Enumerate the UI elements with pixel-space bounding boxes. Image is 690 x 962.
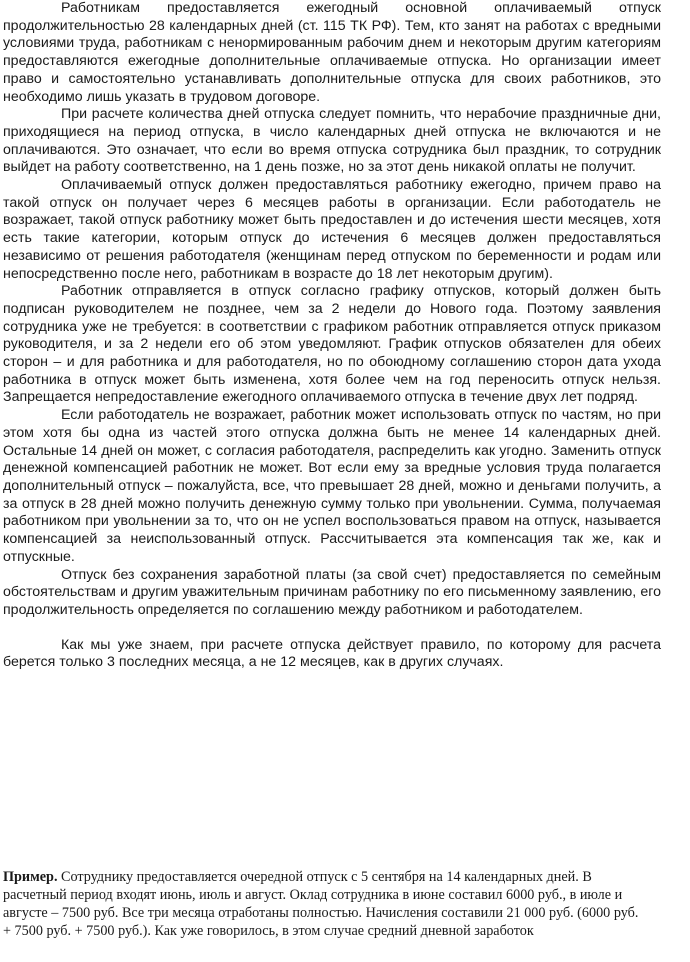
paragraph-leave-parts: Если работодатель не возражает, работник может использовать отпуск по частям, но при этом хотя бы одна из частей этого отпуска должна быть не менее 14 календарных дней. Остальные 14 дней он может, с согласия работодателя, распределить как угодно. Заменить отпуск денежной компенсацией работник не может. Вот если ему за вредные условия труда полагается дополнительный отпуск – пожалуйста, все, что превышает 28 дней, можно и деньгами получить, а за отпуск в 28 дней можно получить денежную сумму только при увольнении. Сумма, получаемая работником при увольнении за то, что он не успел воспользоваться правом на отпуск, называется компенсацией за неиспользованный отпуск. Рассчитывается эта компенсация так же, как и отпускные. [3, 407, 661, 565]
paragraph-paid-leave: Оплачиваемый отпуск должен предоставляться работнику ежегодно, причем право на такой отпуск он получает через 6 месяцев работы в организации. Если работодатель не возражает, такой отпуск работнику может быть предоставлен и до истечения шести месяцев, хотя есть такие категории, которым отпуск до истечения 6 месяцев должен предоставляться независимо от решения работодателя (женщинам перед отпуском по беременности и родам или непосредственно после него, работникам в возрасте до 18 лет некоторым другим). [3, 177, 661, 282]
paragraph-holidays: При расчете количества дней отпуска следует помнить, что нерабочие праздничные дни, приходящиеся на период отпуска, в число календарных дней отпуска не включаются и не оплачиваются. Это означает, что если во время отпуска сотрудника был праздник, то сотрудник выйдет на работу соответственно, на 1 день позже, но за этот день никакой оплаты не получит. [3, 106, 661, 176]
example-block [3, 868, 643, 940]
example-label: Пример. [3, 869, 58, 885]
example-text: Сотруднику предоставляется очередной отпуск с 5 сентября на 14 календарных дней. В расчетный период входят июнь, июль и август. Оклад сотрудника в июне составил 6000 руб., в июле и августе – 7500 руб. Все три месяца отработаны полностью. Начисления составили 21 000 руб. (6000 руб. + 7500 руб. + 7500 руб.). Как уже говорилось, в этом случае средний дневной заработок [3, 869, 639, 940]
paragraph-leave-schedule: Работник отправляется в отпуск согласно графику отпусков, который должен быть подписан руководителем не позднее, чем за 2 недели до Нового года. Поэтому заявления сотрудника уже не требуется: в соответствии с графиком работник отправляется отпуск приказом руководителя, и за 2 недели его об этом уведомляют. График отпусков обязателен для обеих сторон – и для работника и для работодателя, но по обоюдному соглашению сторон дата ухода работника в отпуск может быть изменена, хотя более чем на год переносить отпуск нельзя. Запрещается непредоставление ежегодного оплачиваемого отпуска в течение двух лет подряд. [3, 283, 661, 406]
example-paragraph [3, 868, 643, 940]
paragraph-unpaid-leave: Отпуск без сохранения заработной платы (за свой счет) предоставляется по семейным обстоятельствам и другим уважительным причинам работнику по его письменному заявлению, его продолжительность определяется по соглашению между работником и работодателем. [3, 566, 661, 618]
paragraph-annual-leave: Работникам предоставляется ежегодный основной оплачиваемый отпуск продолжительностью 28 календарных дней (ст. 115 ТК РФ). Тем, кто занят на работах с вредными условиями труда, работникам с ненормированным рабочим днем и некоторым другим категориям предоставляются ежегодные дополнительные оплачиваемые отпуска. Но организации имеет право и самостоятельно устанавливать дополнительные отпуска для своих работников, это необходимо лишь указать в трудовом договоре. [3, 0, 661, 105]
document-body [3, 0, 661, 672]
paragraph-calculation-rule: Как мы уже знаем, при расчете отпуска действует правило, по которому для расчета берется только 3 последних месяца, а не 12 месяцев, как в других случаях. [3, 636, 661, 671]
